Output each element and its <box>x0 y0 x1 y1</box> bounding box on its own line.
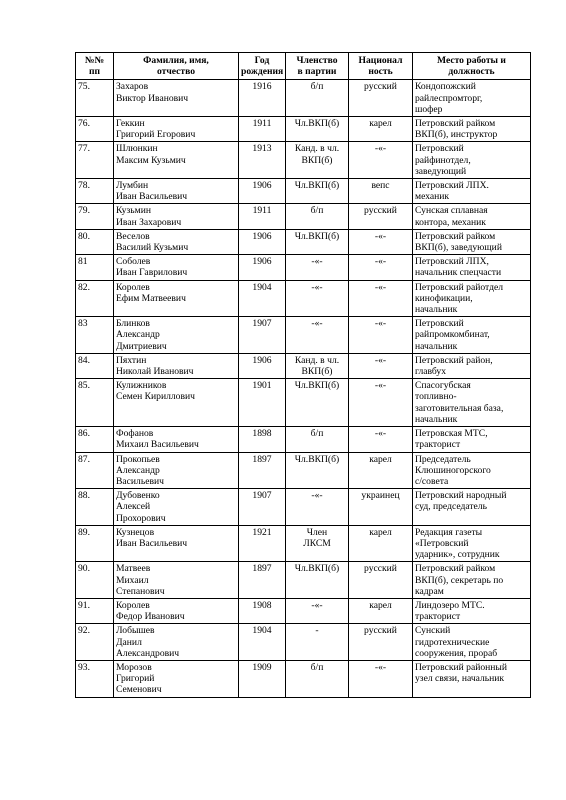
cell-nationality: карел <box>349 598 413 623</box>
header-name: Фамилия, имя, отчество <box>114 53 239 80</box>
cell-year: 1904 <box>239 280 286 317</box>
cell-year: 1906 <box>239 353 286 378</box>
cell-name: Матвеев Михаил Степанович <box>114 562 239 599</box>
cell-nationality: карел <box>349 452 413 489</box>
cell-num: 85. <box>76 379 114 427</box>
cell-nationality: -«- <box>349 142 413 179</box>
cell-party: Чл.ВКП(б) <box>286 117 349 142</box>
cell-num: 92. <box>76 624 114 661</box>
cell-nationality: вепс <box>349 179 413 204</box>
cell-party: б/п <box>286 80 349 117</box>
cell-year: 1906 <box>239 255 286 280</box>
cell-name: Морозов Григорий Семенович <box>114 660 239 697</box>
table-row <box>76 489 531 526</box>
table-header <box>76 53 531 80</box>
cell-job: Петровский райотдел кинофикации, начальник <box>413 280 531 317</box>
cell-nationality: -«- <box>349 255 413 280</box>
cell-year: 1897 <box>239 562 286 599</box>
cell-year: 1911 <box>239 204 286 229</box>
cell-num: 89. <box>76 525 114 562</box>
cell-nationality: русский <box>349 80 413 117</box>
header-nationality: Национал ность <box>349 53 413 80</box>
cell-num: 91. <box>76 598 114 623</box>
cell-num: 77. <box>76 142 114 179</box>
cell-year: 1901 <box>239 379 286 427</box>
cell-job: Линдозеро МТС. тракторист <box>413 598 531 623</box>
header-num: №№ пп <box>76 53 114 80</box>
table-row <box>76 452 531 489</box>
cell-job: Петровский райком ВКП(б), секретарь по кадрам <box>413 562 531 599</box>
cell-job: Сунская сплавная контора, механик <box>413 204 531 229</box>
cell-party: Канд. в чл. ВКП(б) <box>286 353 349 378</box>
cell-nationality: карел <box>349 525 413 562</box>
cell-party: Чл.ВКП(б) <box>286 562 349 599</box>
cell-nationality: карел <box>349 117 413 142</box>
cell-name: Лобышев Данил Александрович <box>114 624 239 661</box>
cell-nationality: -«- <box>349 317 413 354</box>
cell-job: Петровский райфинотдел, заведующий <box>413 142 531 179</box>
cell-year: 1911 <box>239 117 286 142</box>
cell-party: -«- <box>286 317 349 354</box>
table-row <box>76 117 531 142</box>
cell-year: 1907 <box>239 489 286 526</box>
cell-nationality: -«- <box>349 427 413 452</box>
cell-name: Королев Федор Иванович <box>114 598 239 623</box>
cell-job: Сунский гидротехнические сооружения, прораб <box>413 624 531 661</box>
cell-party: -«- <box>286 598 349 623</box>
cell-name: Захаров Виктор Иванович <box>114 80 239 117</box>
cell-name: Королев Ефим Матвеевич <box>114 280 239 317</box>
cell-num: 75. <box>76 80 114 117</box>
table-row <box>76 80 531 117</box>
table-row <box>76 525 531 562</box>
cell-year: 1897 <box>239 452 286 489</box>
cell-nationality: русский <box>349 624 413 661</box>
cell-year: 1904 <box>239 624 286 661</box>
cell-job: Петровский райпромкомбинат, начальник <box>413 317 531 354</box>
header-row <box>76 53 531 80</box>
table-row <box>76 379 531 427</box>
cell-nationality: -«- <box>349 353 413 378</box>
cell-num: 81 <box>76 255 114 280</box>
cell-name: Кузьмин Иван Захарович <box>114 204 239 229</box>
cell-name: Лумбин Иван Васильевич <box>114 179 239 204</box>
table-row <box>76 255 531 280</box>
cell-job: Кондопожский райлеспромторг, шофер <box>413 80 531 117</box>
header-party: Членство в партии <box>286 53 349 80</box>
cell-job: Председатель Клюшиногорского с/совета <box>413 452 531 489</box>
cell-name: Фофанов Михаил Васильевич <box>114 427 239 452</box>
cell-name: Пяхтин Николай Иванович <box>114 353 239 378</box>
cell-party: -«- <box>286 255 349 280</box>
table-row <box>76 229 531 254</box>
cell-party: б/п <box>286 660 349 697</box>
cell-nationality: -«- <box>349 660 413 697</box>
cell-job: Спасогубская топливно- заготовительная база, начальник <box>413 379 531 427</box>
cell-name: Геккин Григорий Егорович <box>114 117 239 142</box>
cell-name: Блинков Александр Дмитриевич <box>114 317 239 354</box>
table-row <box>76 179 531 204</box>
cell-party: б/п <box>286 204 349 229</box>
cell-num: 90. <box>76 562 114 599</box>
cell-year: 1907 <box>239 317 286 354</box>
cell-job: Петровский ЛПХ. механик <box>413 179 531 204</box>
cell-year: 1906 <box>239 229 286 254</box>
cell-job: Петровская МТС, тракторист <box>413 427 531 452</box>
cell-num: 82. <box>76 280 114 317</box>
cell-num: 86. <box>76 427 114 452</box>
cell-year: 1898 <box>239 427 286 452</box>
cell-year: 1916 <box>239 80 286 117</box>
cell-num: 79. <box>76 204 114 229</box>
cell-job: Петровский районный узел связи, начальник <box>413 660 531 697</box>
table-row <box>76 624 531 661</box>
cell-party: Чл.ВКП(б) <box>286 229 349 254</box>
cell-party: Чл.ВКП(б) <box>286 452 349 489</box>
cell-party: Чл.ВКП(б) <box>286 379 349 427</box>
cell-nationality: украинец <box>349 489 413 526</box>
table-row <box>76 317 531 354</box>
cell-name: Дубовенко Алексей Прохорович <box>114 489 239 526</box>
cell-party: Член ЛКСМ <box>286 525 349 562</box>
cell-name: Шлюнкин Максим Кузьмич <box>114 142 239 179</box>
personnel-table <box>75 52 531 698</box>
table-row <box>76 280 531 317</box>
cell-year: 1908 <box>239 598 286 623</box>
cell-num: 80. <box>76 229 114 254</box>
cell-name: Кузнецов Иван Васильевич <box>114 525 239 562</box>
cell-job: Петровский народный суд, председатель <box>413 489 531 526</box>
cell-name: Прокопьев Александр Васильевич <box>114 452 239 489</box>
header-job: Место работы и должность <box>413 53 531 80</box>
table-row <box>76 204 531 229</box>
cell-job: Редакция газеты «Петровский ударник», сотрудник <box>413 525 531 562</box>
cell-nationality: -«- <box>349 229 413 254</box>
cell-party: Канд. в чл. ВКП(б) <box>286 142 349 179</box>
cell-num: 88. <box>76 489 114 526</box>
table-row <box>76 353 531 378</box>
table-row <box>76 660 531 697</box>
table-row <box>76 142 531 179</box>
cell-nationality: русский <box>349 204 413 229</box>
cell-nationality: русский <box>349 562 413 599</box>
table-row <box>76 598 531 623</box>
header-year: Год рождения <box>239 53 286 80</box>
cell-num: 76. <box>76 117 114 142</box>
cell-name: Кулижников Семен Кириллович <box>114 379 239 427</box>
cell-job: Петровский райком ВКП(б), инструктор <box>413 117 531 142</box>
cell-year: 1909 <box>239 660 286 697</box>
cell-year: 1913 <box>239 142 286 179</box>
cell-year: 1906 <box>239 179 286 204</box>
cell-name: Веселов Василий Кузьмич <box>114 229 239 254</box>
cell-num: 84. <box>76 353 114 378</box>
cell-job: Петровский район, главбух <box>413 353 531 378</box>
cell-party: Чл.ВКП(б) <box>286 179 349 204</box>
cell-party: -«- <box>286 489 349 526</box>
table-body <box>76 80 531 697</box>
cell-nationality: -«- <box>349 379 413 427</box>
cell-num: 83 <box>76 317 114 354</box>
cell-name: Соболев Иван Гаврилович <box>114 255 239 280</box>
table-row <box>76 562 531 599</box>
cell-num: 87. <box>76 452 114 489</box>
cell-num: 78. <box>76 179 114 204</box>
cell-nationality: -«- <box>349 280 413 317</box>
cell-party: - <box>286 624 349 661</box>
cell-job: Петровский райком ВКП(б), заведующий <box>413 229 531 254</box>
cell-party: -«- <box>286 280 349 317</box>
cell-job: Петровский ЛПХ, начальник спецчасти <box>413 255 531 280</box>
cell-party: б/п <box>286 427 349 452</box>
cell-num: 93. <box>76 660 114 697</box>
table-row <box>76 427 531 452</box>
cell-year: 1921 <box>239 525 286 562</box>
